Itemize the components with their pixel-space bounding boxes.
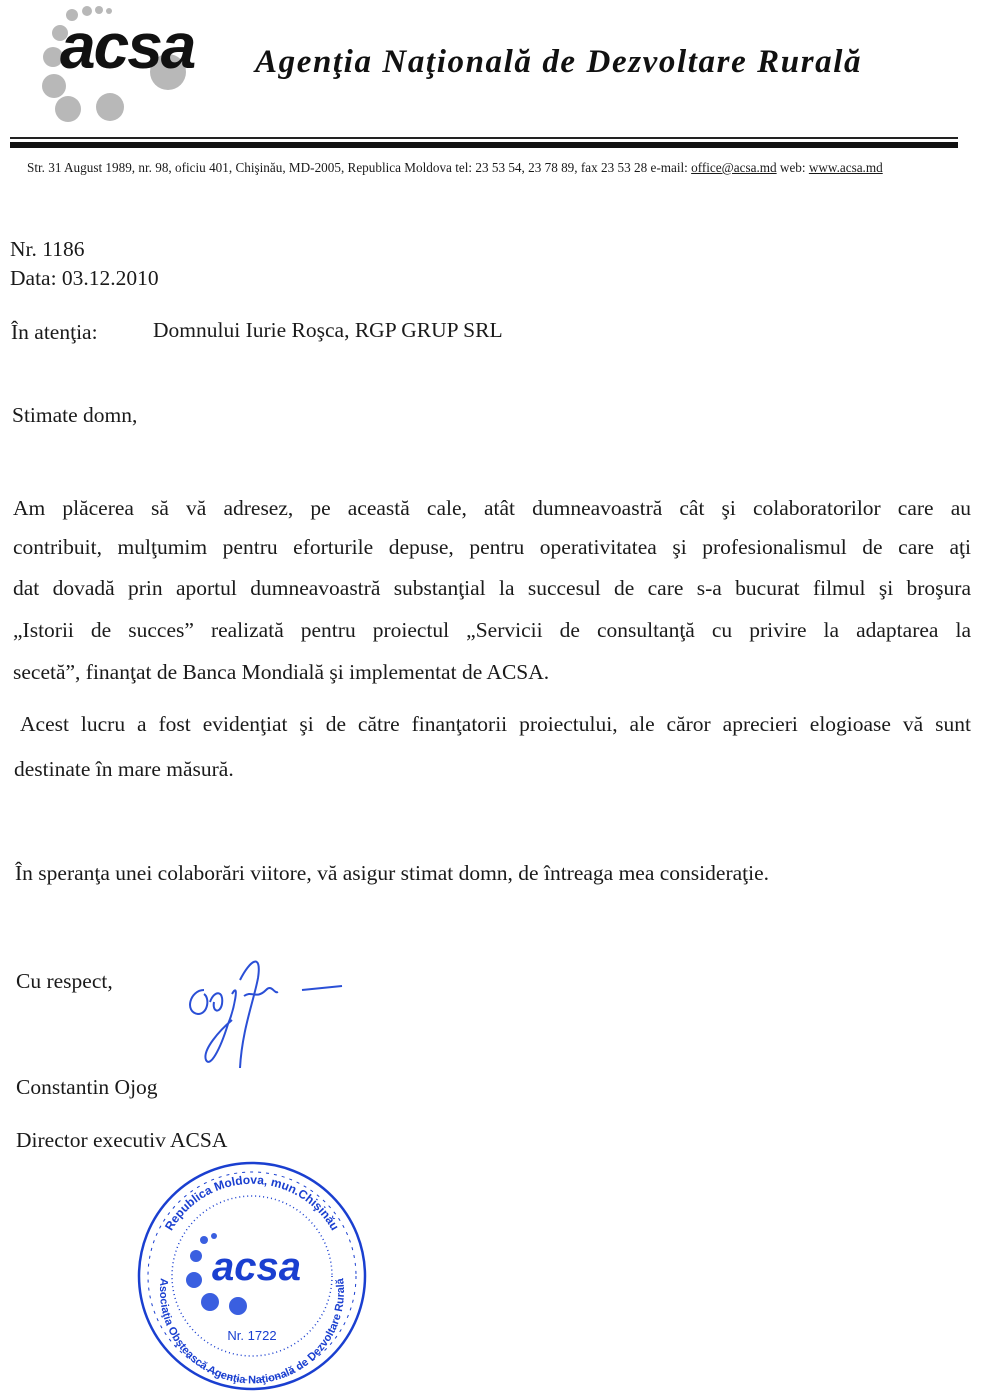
header-rule <box>10 137 958 139</box>
contact-line <box>27 160 883 176</box>
closing-paragraph: În speranţa unei colaborări viitore, vă asigur stimat domn, de întreaga mea consideraţie. <box>15 861 770 885</box>
paragraph-1-line: secetă”, finanţat de Banca Mondială şi implementat de ACSA. <box>13 660 550 684</box>
email-link[interactable]: office@acsa.md <box>691 160 777 175</box>
phone: tel: 23 53 54, 23 78 89, <box>455 160 578 175</box>
acsa-logo <box>20 2 245 127</box>
paragraph-2-line: destinate în mare măsură. <box>14 757 234 781</box>
signatory-name: Constantin Ojog <box>16 1075 158 1099</box>
recipient: Domnului Iurie Roşca, RGP GRUP SRL <box>153 318 503 342</box>
paragraph-2-line: Acest lucru a fost evidenţiat şi de către finanţatorii proiectului, ale căror aprecieri elogioase vă sunt <box>20 712 971 736</box>
handwritten-signature <box>180 950 350 1070</box>
paragraph-1-line: dat dovadă prin aportul dumneavoastră substanţial la succesul de care s-a bucurat filmul şi broşura <box>13 576 971 600</box>
address: Str. 31 August 1989, nr. 98, oficiu 401, Chişinău, MD-2005, Republica Moldova <box>27 160 452 175</box>
agency-name: Agenţia Naţională de Dezvoltare Rurală <box>255 44 863 80</box>
document-date: Data: 03.12.2010 <box>10 266 159 290</box>
signatory-title: Director executiv ACSA <box>16 1128 228 1152</box>
attention-label: În atenţia: <box>11 320 98 344</box>
paragraph-1-line: „Istorii de succes” realizată pentru proiectul „Servicii de consultanţă cu privire la adaptarea la <box>13 618 971 642</box>
sign-off: Cu respect, <box>16 969 113 993</box>
email-label: e-mail: <box>650 160 688 175</box>
document-number: Nr. 1186 <box>10 237 85 261</box>
logo-text: acsa <box>60 10 195 82</box>
fax: fax 23 53 28 <box>580 160 648 175</box>
salutation: Stimate domn, <box>12 403 138 427</box>
header-rule-thick <box>10 142 958 148</box>
web-link[interactable]: www.acsa.md <box>808 160 883 175</box>
stamp-logo-text: acsa <box>212 1245 301 1289</box>
paragraph-1-line: contribuit, mulţumim pentru eforturile depuse, pentru operativitatea şi profesionalismul de care aţi <box>13 535 971 559</box>
stamp-number: Nr. 1722 <box>227 1328 277 1343</box>
stamp-ring-text: Asociaţia Obştească Agenţia Naţională de Dezvoltare Rurală <box>156 1277 348 1387</box>
web-label: web: <box>779 160 806 175</box>
official-stamp <box>134 1160 370 1392</box>
paragraph-1-line: Am plăcerea să vă adresez, pe această cale, atât dumneavoastră cât şi colaboratorilor care au <box>13 496 971 520</box>
stamp-outer-text: Republica Moldova, mun.Chişinău <box>162 1172 342 1233</box>
